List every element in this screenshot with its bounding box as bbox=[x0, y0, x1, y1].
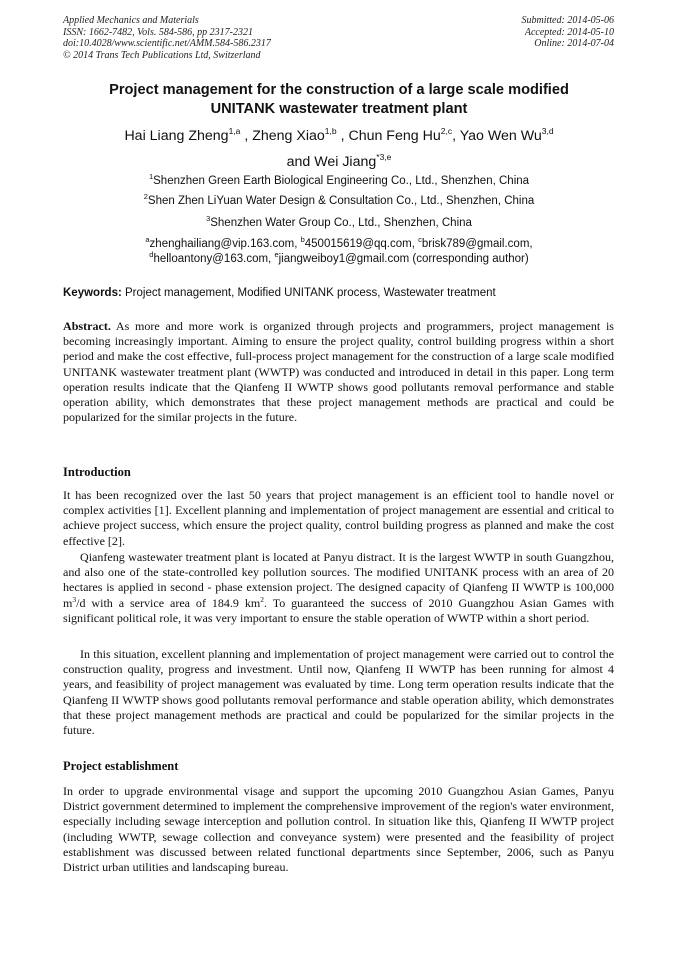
author-sup: 1,b bbox=[324, 126, 337, 136]
email-text: brisk789@gmail.com, bbox=[421, 238, 533, 250]
journal-copyright: © 2014 Trans Tech Publications Ltd, Switzerland bbox=[63, 49, 261, 61]
keywords bbox=[63, 287, 615, 299]
author-separator: , bbox=[452, 128, 460, 144]
title-line-2: UNITANK wastewater treatment plant bbox=[210, 101, 468, 117]
author-sup: 1,a bbox=[228, 126, 241, 136]
affiliation-sup: 1 bbox=[148, 172, 154, 181]
abstract-text: As more and more work is organized through projects and programmers, project management is becoming increasingly important. Aiming to ensure the project quality, control building progress within a short period and make the cost effective, full-process project management for the construction of a large scale modified UNITANK wastewater treatment plant (WWTP) was conducted and introduced in detail in this paper. Long term operation results indicate that the Qianfeng II WWTP shows good pollutants removal performance and stable operation ability, which demonstrates that these project management methods are practical and could be popularized for the similar projects in the future. bbox=[63, 319, 614, 425]
author-emails bbox=[63, 237, 615, 267]
email-line-2 bbox=[63, 252, 615, 267]
email-text: zhenghailiang@vip.163.com, bbox=[149, 238, 301, 250]
intro-p2-text: . To guaranteed the success of 2010 Guangzhou Asian Games with significant political role, it was very important to ensure the stable operation of WWTP within a short period. bbox=[63, 595, 614, 625]
project-paragraph-1: In order to upgrade environmental visage and support the upcoming 2010 Guangzhou Asian Games, Panyu District government determined to implement the comprehensive improvement of the region's water environment, especially including sewage interception and pollution control. In situation like this, Qianfeng II WWTP project (including WWTP, sewage collection and conveyance system) were presented and the feasibility of project establishment was discussed between related functional departments since September, 2006, such as Panyu District urban utilities and landscaping bureau. bbox=[63, 784, 614, 875]
keywords-label: Keywords: bbox=[63, 287, 122, 299]
email-text: helloantony@163.com, bbox=[153, 253, 275, 265]
intro-p2-text: /d with a service area of 184.9 km bbox=[76, 595, 261, 610]
author-sup: 3,d bbox=[541, 126, 554, 136]
author-list bbox=[63, 123, 615, 175]
intro-paragraph-3: In this situation, excellent planning and implementation of project management were carried out to control the construction quality, progress and investment. Until now, Qianfeng II WWTP has been running for almost 4 years, and feasibility of project management was evaluated by time. Long term operation results indicate that the Qianfeng II WWTP shows good pollutants removal performance and stable operation ability, which demonstrates that these project management methods are practical and could be popularized for the similar projects in the future. bbox=[63, 647, 614, 738]
intro-paragraph-1: It has been recognized over the last 50 years that project management is an efficient tool to handle novel or complex activities [1]. Excellent planning and implementation of project management are essential and critical to achieve project success, which ensure the project quality, control building progress as planned and make the cost effective [2]. bbox=[63, 488, 614, 548]
title-line-1: Project management for the construction of a large scale modified bbox=[109, 82, 569, 98]
affiliation-text: Shenzhen Water Group Co., Ltd., Shenzhen, China bbox=[210, 217, 472, 229]
email-sup: e bbox=[274, 250, 279, 259]
submitted-date: Submitted: 2014-05-06 bbox=[521, 15, 614, 26]
section-heading-introduction: Introduction bbox=[63, 465, 131, 479]
author-name: Chun Feng Hu bbox=[348, 128, 441, 144]
abstract bbox=[63, 319, 614, 425]
author-sup: *3,e bbox=[376, 152, 392, 162]
email-sup: b bbox=[300, 235, 305, 244]
online-date: Online: 2014-07-04 bbox=[534, 38, 614, 49]
affiliation-text: Shen Zhen LiYuan Water Design & Consultation Co., Ltd., Shenzhen, China bbox=[147, 195, 535, 207]
affiliation bbox=[63, 172, 615, 187]
email-sup: d bbox=[149, 250, 154, 259]
superscript: 3 bbox=[72, 594, 77, 604]
journal-issn: ISSN: 1662-7482, Vols. 584-586, pp 2317-2321 bbox=[63, 26, 253, 38]
affiliation bbox=[63, 192, 615, 207]
author-line-2 bbox=[63, 149, 615, 175]
accepted-date: Accepted: 2014-05-10 bbox=[524, 26, 614, 38]
paper-title bbox=[63, 81, 615, 119]
author-separator: , bbox=[336, 128, 349, 144]
affiliation-text: Shenzhen Green Earth Biological Engineering Co., Ltd., Shenzhen, China bbox=[153, 175, 530, 187]
author-sup: 2,c bbox=[440, 126, 453, 136]
journal-doi: doi:10.4028/www.scientific.net/AMM.584-586.2317 bbox=[63, 38, 271, 49]
intro-paragraph-2 bbox=[63, 550, 614, 626]
superscript: 2 bbox=[260, 594, 264, 604]
author-line-1 bbox=[63, 123, 615, 149]
abstract-label: Abstract. bbox=[63, 319, 111, 333]
author-separator: , bbox=[240, 128, 253, 144]
author-name: and Wei Jiang bbox=[286, 154, 377, 170]
affiliation bbox=[63, 214, 615, 229]
author-name: Zheng Xiao bbox=[252, 128, 325, 144]
keywords-text: Project management, Modified UNITANK process, Wastewater treatment bbox=[121, 287, 496, 299]
author-name: Yao Wen Wu bbox=[459, 128, 542, 144]
email-sup: c bbox=[418, 235, 422, 244]
intro-p2-text: Qianfeng wastewater treatment plant is located at Panyu distract. It is the largest WWTP in south Guangzhou, and also one of the state-controlled key pollution sources. The modified UNITANK process with an area of 20 hectares is applied in second - phase extension project. The designed capacity of Qianfeng II WWTP is 100,000 m bbox=[63, 550, 614, 610]
email-sup: a bbox=[145, 235, 150, 244]
email-text: jiangweiboy1@gmail.com (corresponding author) bbox=[278, 253, 529, 265]
email-text: 450015619@qq.com, bbox=[304, 238, 419, 250]
email-line-1 bbox=[63, 237, 615, 252]
affiliation-sup: 2 bbox=[143, 192, 148, 201]
section-heading-project-establishment: Project establishment bbox=[63, 759, 179, 773]
journal-info bbox=[63, 15, 271, 61]
submission-dates bbox=[522, 15, 615, 50]
journal-name: Applied Mechanics and Materials bbox=[63, 15, 199, 26]
author-name: Hai Liang Zheng bbox=[124, 128, 229, 144]
affiliation-sup: 3 bbox=[206, 214, 211, 223]
